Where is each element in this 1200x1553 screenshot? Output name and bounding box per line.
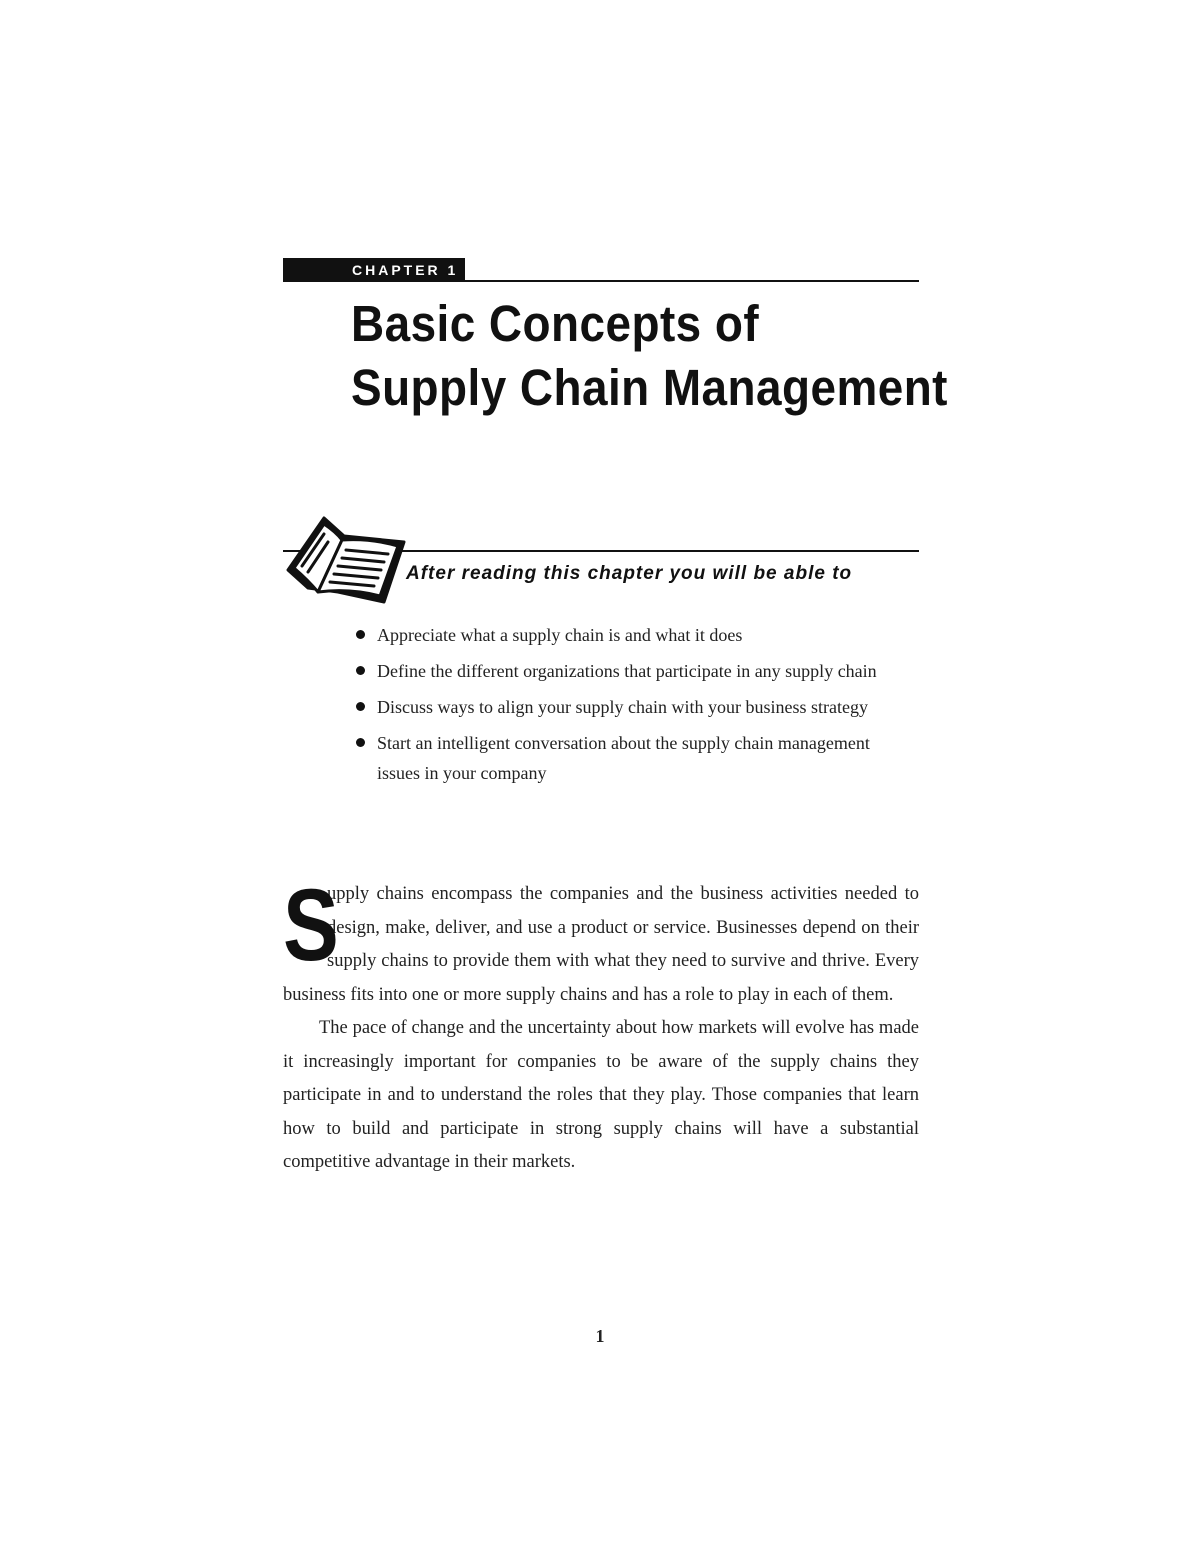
objectives-list [356,620,916,794]
chapter-label: CHAPTER 1 [352,262,459,278]
list-item [356,728,916,788]
list-item-text: Define the different organizations that participate in any supply chain [377,661,877,681]
title-line-2: Supply Chain Management [351,359,948,416]
list-item [356,656,916,686]
bullet-icon [356,666,365,675]
paragraph-2: The pace of change and the uncertainty about how markets will evolve has made it increasingly important for companies to be aware of the supply chains they participate in and to understand the roles that they play. Those companies that learn how to build and participate in strong supply chains will have a substantial competitive advantage in their markets. [283,1018,919,1172]
bullet-icon [356,702,365,711]
chapter-rule [283,280,919,282]
body-text [283,868,919,1180]
list-item-text: Appreciate what a supply chain is and what it does [377,625,743,645]
bullet-icon [356,738,365,747]
objectives-heading: After reading this chapter you will be able to [406,563,853,584]
list-item [356,620,916,650]
open-book-icon [280,508,410,608]
paragraph-1-text: upply chains encompass the companies and the business activities needed to design, make, deliver, and use a product or service. Businesses depend on their supply chains to provide them with what they need to survive and thrive. Every business fits into one or more supply chains and has a role to play in each of them. [283,884,919,1005]
paragraph-1 [283,868,919,1012]
list-item-text: Start an intelligent conversation about the supply chain management issues in your company [377,733,870,783]
list-item-text: Discuss ways to align your supply chain with your business strategy [377,697,868,717]
bullet-icon [356,630,365,639]
drop-cap: S [283,868,339,982]
page-title [351,292,948,420]
title-line-1: Basic Concepts of [351,295,760,352]
list-item [356,692,916,722]
page-number: 1 [595,1326,605,1346]
